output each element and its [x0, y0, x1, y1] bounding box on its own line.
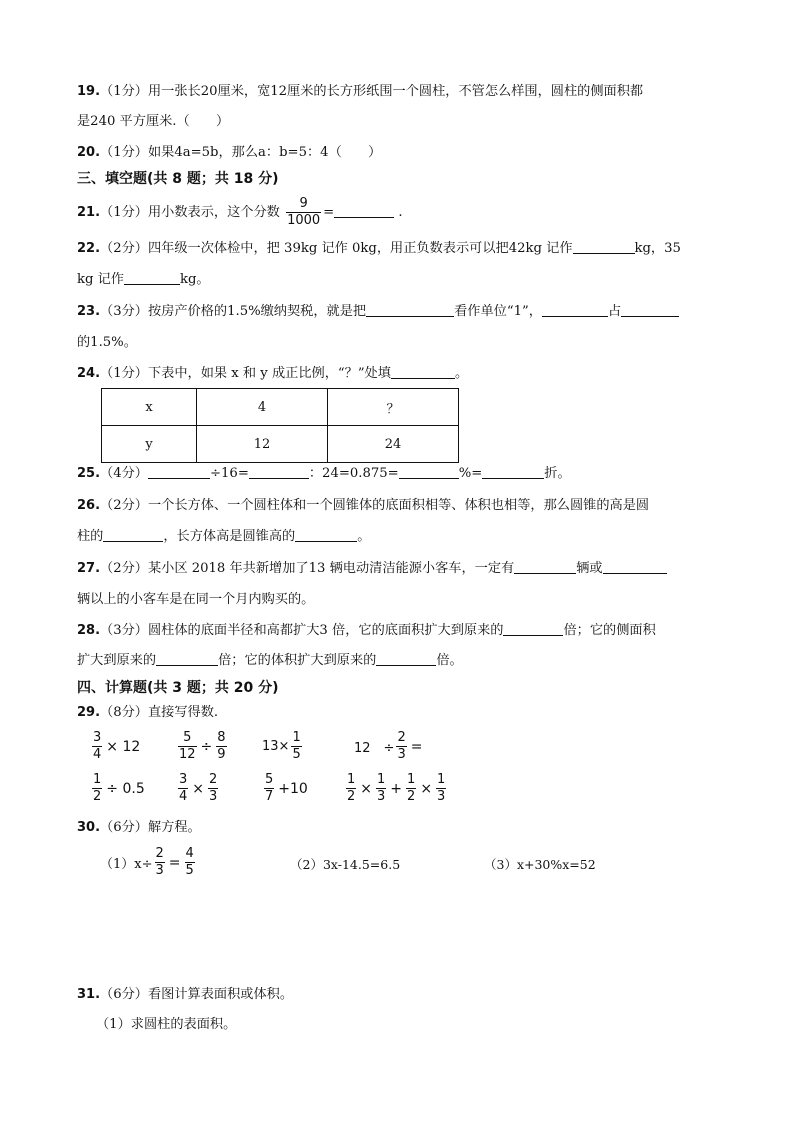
question-28-line1: [77, 621, 656, 641]
question-22-line1: [77, 239, 681, 259]
question-points: （3分）: [100, 304, 148, 319]
fraction: [291, 730, 301, 763]
question-number: 22.: [77, 241, 101, 256]
answer-blank[interactable]: [156, 651, 218, 666]
answer-blank[interactable]: [514, 559, 576, 574]
operator: ×: [420, 780, 433, 797]
question-text: 看图计算表面积或体积。: [147, 987, 294, 1002]
operand: 12 ÷: [354, 741, 395, 756]
operator: ×: [360, 780, 373, 797]
fraction: [376, 772, 386, 805]
question-27-line1: [77, 559, 667, 579]
operator: ÷: [200, 738, 213, 755]
denominator: 3: [437, 789, 446, 804]
question-points: （8分）: [100, 705, 148, 720]
denominator: 2: [93, 789, 102, 804]
equals-sign: =: [410, 738, 423, 755]
question-text: ÷16=: [209, 466, 249, 481]
equation-1: [100, 846, 197, 879]
answer-blank[interactable]: [376, 651, 436, 666]
table-row: [102, 426, 459, 463]
question-text: kg。: [180, 272, 210, 287]
operand: 13×: [262, 739, 290, 754]
operator: ×: [192, 780, 205, 797]
denominator: 2: [347, 789, 356, 804]
question-19-line2: 是240 平方厘米.（ ）: [77, 114, 230, 129]
answer-blank[interactable]: [124, 270, 180, 285]
question-text: 用一张长20厘米，宽12厘米的长方形纸围一个圆柱，不管怎么样围，圆柱的侧面积都: [147, 84, 644, 99]
expression-3: [262, 730, 304, 763]
answer-blank[interactable]: [603, 559, 667, 574]
question-text: 按房产价格的1.5%缴纳契税，就是把: [147, 304, 367, 319]
numerator: 9: [286, 196, 321, 213]
question-text: kg 记作: [77, 272, 124, 287]
denominator: 3: [397, 747, 406, 762]
equation-3: （3）x+30%x=52: [484, 857, 596, 872]
operator: +10: [278, 780, 308, 797]
fraction: [346, 772, 356, 805]
denominator: 5: [185, 863, 194, 878]
numerator: 1: [93, 772, 102, 787]
table-row: [102, 389, 459, 426]
equation-text: （1）x÷: [100, 857, 153, 872]
operator: × 12: [106, 738, 141, 755]
denominator: 1000: [287, 213, 321, 228]
question-26-line1: [77, 496, 649, 516]
fraction: [185, 846, 195, 879]
question-text: 解方程。: [147, 820, 201, 835]
answer-blank[interactable]: [542, 302, 608, 317]
denominator: 12: [179, 747, 196, 762]
numerator: 5: [178, 730, 197, 747]
question-points: （4分）: [100, 466, 148, 481]
expression-7: [262, 772, 310, 805]
question-points: （1分）: [100, 84, 148, 99]
expression-2: [176, 730, 229, 763]
numerator: 5: [265, 772, 274, 787]
question-number: 24.: [77, 366, 101, 381]
question-text: 占: [607, 304, 622, 319]
numerator: 3: [179, 772, 188, 787]
question-22-line2: [77, 270, 210, 290]
answer-blank[interactable]: [366, 302, 454, 317]
table-cell: 12: [197, 426, 328, 463]
answer-blank[interactable]: [103, 527, 163, 542]
question-number: 25.: [77, 466, 101, 481]
question-points: （1分）: [100, 205, 148, 220]
question-text: 某小区 2018 年共新增加了13 辆电动清洁能源小客车，一定有: [147, 561, 515, 576]
expression-8: [344, 772, 448, 805]
answer-blank[interactable]: [249, 464, 309, 479]
answer-blank[interactable]: [503, 621, 563, 636]
fraction: [406, 772, 416, 805]
answer-blank[interactable]: [295, 527, 357, 542]
equation-2: （2）3x-14.5=6.5: [290, 857, 401, 872]
answer-blank[interactable]: [334, 203, 394, 218]
question-21: [77, 196, 403, 230]
question-number: 26.: [77, 498, 101, 513]
question-23-line1: [77, 302, 679, 322]
question-number: 21.: [77, 205, 101, 220]
denominator: 3: [377, 789, 386, 804]
denominator: 4: [93, 747, 102, 762]
question-points: （2分）: [100, 498, 148, 513]
table-cell: ？: [328, 389, 459, 426]
fraction: [216, 730, 226, 763]
question-number: 29.: [77, 705, 101, 720]
question-27-line2: 辆以上的小客车是在同一个月内购买的。: [77, 592, 315, 607]
section-3-title: 三、填空题(共 8 题；共 18 分): [77, 171, 279, 187]
question-points: （1分）: [100, 366, 148, 381]
question-text: %=: [458, 466, 483, 481]
numerator: 2: [155, 846, 164, 861]
question-text: 倍；它的侧面积: [563, 623, 656, 638]
question-31: [77, 985, 293, 1005]
question-points: （1分）: [100, 145, 148, 160]
question-text: ，长方体高是圆锥高的: [163, 529, 296, 544]
question-text: 辆或: [576, 561, 603, 576]
question-number: 19.: [77, 84, 101, 99]
operator: ÷ 0.5: [106, 780, 145, 797]
question-24: [77, 364, 468, 384]
proportion-table: [101, 388, 459, 463]
fraction: [92, 772, 102, 805]
question-number: 27.: [77, 561, 101, 576]
question-25: [77, 464, 571, 484]
question-30: [77, 818, 201, 838]
question-points: （6分）: [100, 987, 148, 1002]
question-text: ：24=0.875=: [308, 466, 399, 481]
equals-sign: =: [168, 854, 181, 871]
fraction: [178, 772, 188, 805]
denominator: 7: [265, 789, 274, 804]
question-28-line2: [77, 651, 463, 671]
table-cell: y: [102, 426, 197, 463]
question-number: 28.: [77, 623, 101, 638]
question-text: 。: [357, 529, 371, 544]
numerator: 3: [93, 730, 102, 745]
fraction: [396, 730, 406, 763]
answer-blank[interactable]: [399, 464, 459, 479]
question-text: 如果4a=5b，那么a：b=5：4（ ）: [147, 145, 382, 160]
fraction: [264, 772, 274, 805]
question-text: 下表中，如果 x 和 y 成正比例，“？”处填: [147, 366, 391, 381]
question-text: 倍。: [436, 653, 463, 668]
numerator: 2: [209, 772, 218, 787]
answer-blank[interactable]: [391, 364, 455, 379]
question-text: 四年级一次体检中，把 39kg 记作 0kg，用正负数表示可以把42kg 记作: [147, 241, 573, 256]
expression-1: [90, 730, 142, 763]
table-cell: x: [102, 389, 197, 426]
expression-5: [90, 772, 147, 805]
fraction: [178, 730, 197, 763]
question-29: [77, 703, 218, 723]
question-points: （2分）: [100, 561, 148, 576]
numerator: 1: [377, 772, 386, 787]
question-text: 扩大到原来的: [77, 653, 157, 668]
question-31-sub1: （1）求圆柱的表面积。: [96, 1017, 237, 1032]
question-text: 柱的: [77, 529, 104, 544]
question-number: 20.: [77, 145, 101, 160]
question-26-line2: [77, 527, 370, 547]
question-number: 23.: [77, 304, 101, 319]
answer-blank[interactable]: [148, 464, 210, 479]
fraction: [286, 196, 321, 229]
fraction: [436, 772, 446, 805]
question-text: 一个长方体、一个圆柱体和一个圆锥体的底面积相等、体积也相等，那么圆锥的高是圆: [147, 498, 650, 513]
question-19-line1: [77, 82, 643, 102]
question-text: 。: [454, 366, 469, 381]
denominator: 3: [209, 789, 218, 804]
question-text: 直接写得数.: [147, 705, 219, 720]
answer-blank[interactable]: [482, 464, 544, 479]
numerator: 1: [407, 772, 416, 787]
question-text: 看作单位“1”，: [454, 304, 542, 319]
answer-blank[interactable]: [573, 239, 635, 254]
denominator: 5: [292, 747, 301, 762]
question-number: 30.: [77, 820, 101, 835]
equals-sign: =: [323, 205, 335, 220]
question-text: 用小数表示，这个分数: [147, 205, 280, 220]
denominator: 3: [155, 863, 164, 878]
answer-blank[interactable]: [621, 302, 679, 317]
question-text: 折。: [544, 466, 571, 481]
numerator: 1: [292, 730, 301, 745]
question-number: 31.: [77, 987, 101, 1002]
fraction: [208, 772, 218, 805]
denominator: 4: [179, 789, 188, 804]
period: .: [398, 205, 403, 220]
question-text: 圆柱体的底面半径和高都扩大3 倍，它的底面积扩大到原来的: [147, 623, 504, 638]
table-cell: 4: [197, 389, 328, 426]
section-4-title: 四、计算题(共 3 题；共 20 分): [77, 680, 279, 696]
question-points: （3分）: [100, 623, 148, 638]
expression-4: [354, 730, 424, 763]
question-text: kg，35: [634, 241, 681, 256]
fraction: [155, 846, 165, 879]
question-text: 倍；它的体积扩大到原来的: [218, 653, 377, 668]
numerator: 4: [185, 846, 194, 861]
question-20: [77, 143, 381, 163]
fraction: [92, 730, 102, 763]
question-23-line2: 的1.5%。: [77, 335, 137, 350]
numerator: 8: [217, 730, 226, 745]
denominator: 9: [217, 747, 226, 762]
question-points: （6分）: [100, 820, 148, 835]
numerator: 2: [397, 730, 406, 745]
table-cell: 24: [328, 426, 459, 463]
denominator: 2: [407, 789, 416, 804]
operator: +: [390, 780, 403, 797]
numerator: 1: [437, 772, 446, 787]
question-points: （2分）: [100, 241, 148, 256]
expression-6: [176, 772, 220, 805]
numerator: 1: [347, 772, 356, 787]
